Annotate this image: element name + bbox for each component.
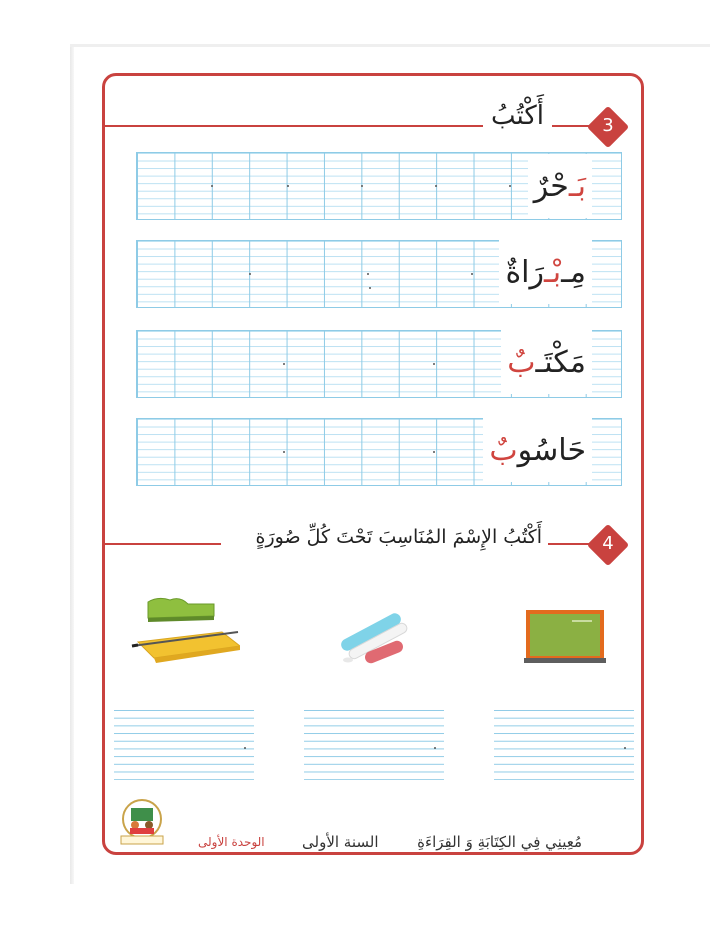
answer-lines-3[interactable] <box>494 710 634 780</box>
footer-year: السنة الأولى <box>302 833 379 851</box>
scan-margin <box>0 0 74 932</box>
chalkboard-picture <box>524 608 606 664</box>
word-2-pre: مِـ <box>561 254 586 290</box>
grid-dot <box>435 185 437 187</box>
grid-dot <box>361 185 363 187</box>
footer-book-title: مُعِينِي فِي الكِتَابَةِ وَ القِرَاءَةِ <box>417 833 582 851</box>
footer-unit: الوحدة الأولى <box>198 835 265 849</box>
grid-dot <box>433 363 435 365</box>
word-4-letter: بٌ <box>489 432 518 468</box>
section4-rule-left <box>103 543 221 545</box>
section3-number: 3 <box>602 115 614 136</box>
grid-dot <box>283 451 285 453</box>
grid-dot <box>369 287 371 289</box>
book-and-pencil-picture <box>128 594 240 666</box>
line-dot <box>244 747 246 749</box>
grid-dot <box>249 273 251 275</box>
word-2-letter: بْـ <box>544 254 562 290</box>
answer-lines-1[interactable] <box>114 710 254 780</box>
scan-shadow <box>70 44 74 884</box>
word-2-post: رَاةٌ <box>505 254 544 290</box>
word-4-pre: حَاسُو <box>517 432 586 468</box>
word-1-post: حْرٌ <box>533 168 569 204</box>
section3-title: أَكْتُبُ <box>485 101 550 131</box>
word-4 <box>483 418 592 482</box>
line-dot <box>434 747 436 749</box>
grid-dot <box>283 363 285 365</box>
word-3-pre: مَكْتَـ <box>535 344 586 380</box>
grid-dot <box>211 185 213 187</box>
chalk-picture <box>334 604 414 666</box>
scan-top-edge <box>70 44 710 47</box>
grid-dot <box>471 273 473 275</box>
section4-title: أَكْتُبُ الإِسْمَ المُنَاسِبَ تَحْتَ كُلِّ صُورَةٍ <box>250 526 548 548</box>
word-2 <box>499 240 592 304</box>
word-3 <box>501 330 592 394</box>
section4-number: 4 <box>602 533 614 554</box>
grid-dot <box>287 185 289 187</box>
word-1-letter: بَـ <box>568 168 586 204</box>
word-3-letter: بٌ <box>507 344 536 380</box>
grid-dot <box>509 185 511 187</box>
section3-rule-left <box>103 125 483 127</box>
line-dot <box>624 747 626 749</box>
grid-dot <box>367 273 369 275</box>
grid-dot <box>433 451 435 453</box>
publisher-logo <box>113 797 171 847</box>
word-1 <box>528 154 592 218</box>
answer-lines-2[interactable] <box>304 710 444 780</box>
